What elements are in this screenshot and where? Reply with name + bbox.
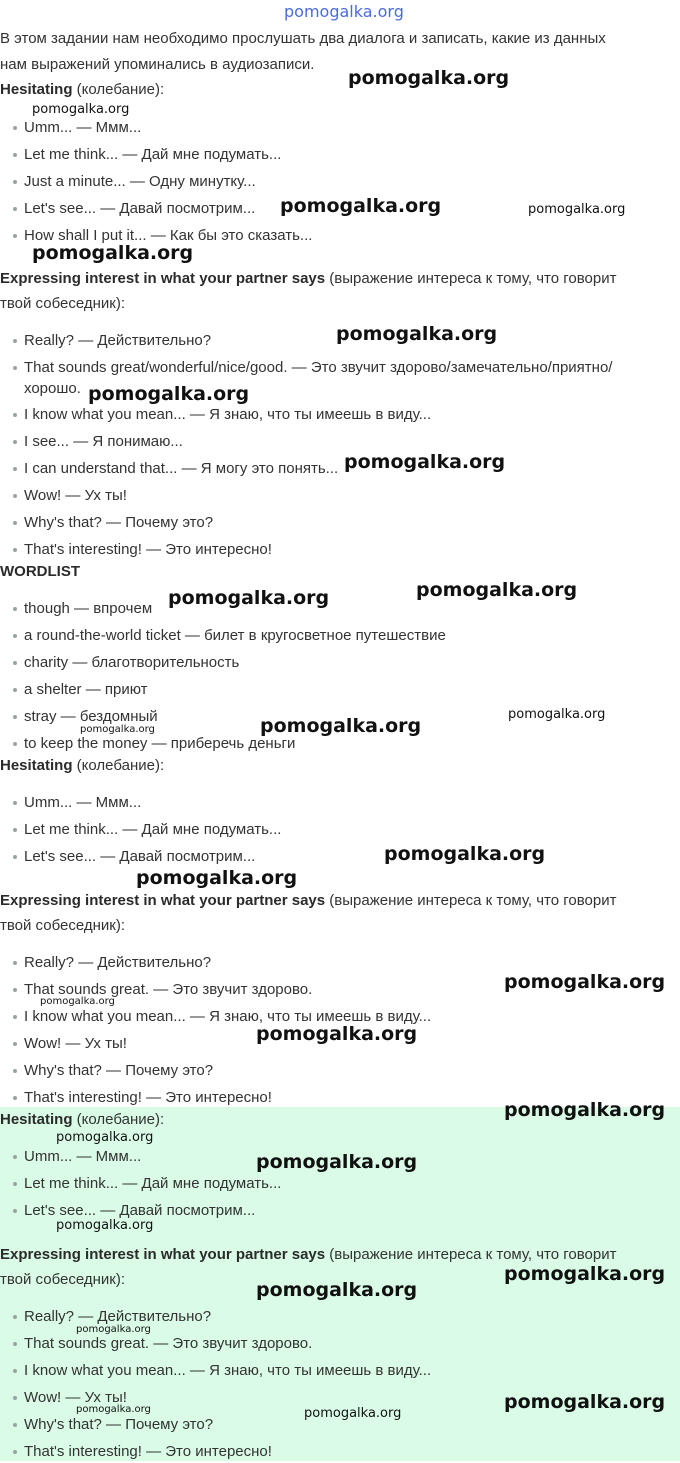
- bullet-icon: [13, 339, 17, 343]
- watermark: pomogalka.org: [504, 971, 666, 993]
- watermark: pomogalka.org: [528, 202, 626, 217]
- hesitating-note: (колебание):: [72, 1111, 165, 1128]
- watermark: pomogalka.org: [136, 867, 298, 889]
- wordlist-title: WORDLIST: [0, 563, 80, 580]
- hesitating-note: (колебание):: [72, 757, 165, 774]
- watermark: pomogalka.org: [56, 1130, 154, 1145]
- watermark: pomogalka.org: [384, 843, 546, 865]
- interest-heading: [0, 890, 617, 912]
- bullet-icon: [13, 126, 17, 130]
- watermark: pomogalka.org: [348, 67, 510, 89]
- bullet-icon: [13, 494, 17, 498]
- bullet-icon: [13, 715, 17, 719]
- bullet-icon: [13, 1342, 17, 1346]
- bullet-icon: [13, 742, 17, 746]
- bullet-icon: [13, 548, 17, 552]
- watermark: pomogalka.org: [280, 195, 442, 217]
- intro-line-1: В этом задании нам необходимо прослушать два диалога и записать, какие из данных: [0, 30, 606, 47]
- bullet-icon: [13, 413, 17, 417]
- interest-note: (выражение интереса к тому, что говорит: [325, 1246, 617, 1263]
- bullet-icon: [13, 1096, 17, 1100]
- watermark: pomogalka.org: [304, 1406, 402, 1421]
- watermark: pomogalka.org: [76, 1404, 151, 1415]
- watermark: pomogalka.org: [260, 715, 422, 737]
- bullet-icon: [13, 234, 17, 238]
- watermark: pomogalka.org: [504, 1391, 666, 1413]
- watermark: pomogalka.org: [80, 724, 155, 735]
- bullet-icon: [13, 1450, 17, 1454]
- interest-note: (выражение интереса к тому, что говорит: [325, 270, 617, 287]
- hesitating-title: Hesitating: [0, 1111, 73, 1128]
- hesitating-heading: [0, 1109, 164, 1131]
- bullet-icon: [13, 828, 17, 832]
- bullet-icon: [13, 1042, 17, 1046]
- bullet-icon: [13, 467, 17, 471]
- bullet-icon: [13, 801, 17, 805]
- bullet-icon: [13, 1315, 17, 1319]
- interest-note-2: твой собеседник):: [0, 917, 125, 934]
- watermark: pomogalka.org: [88, 383, 250, 405]
- watermark: pomogalka.org: [508, 707, 606, 722]
- bullet-icon: [13, 688, 17, 692]
- watermark: pomogalka.org: [40, 996, 115, 1007]
- site-link[interactable]: pomogalka.org: [284, 2, 404, 21]
- hesitating-heading: [0, 755, 164, 777]
- watermark: pomogalka.org: [256, 1151, 418, 1173]
- bullet-icon: [13, 180, 17, 184]
- watermark: pomogalka.org: [416, 579, 578, 601]
- interest-note-2: твой собеседник):: [0, 295, 125, 312]
- watermark: pomogalka.org: [256, 1279, 418, 1301]
- bullet-icon: [13, 1015, 17, 1019]
- bullet-icon: [13, 634, 17, 638]
- bullet-icon: [13, 1155, 17, 1159]
- bullet-icon: [13, 207, 17, 211]
- interest-title: Expressing interest in what your partner says: [0, 270, 326, 287]
- bullet-icon: [13, 1396, 17, 1400]
- bullet-icon: [13, 1209, 17, 1213]
- watermark: pomogalka.org: [336, 323, 498, 345]
- bullet-icon: [13, 988, 17, 992]
- watermark: pomogalka.org: [32, 242, 194, 264]
- interest-note: (выражение интереса к тому, что говорит: [325, 892, 617, 909]
- bullet-icon: [13, 961, 17, 965]
- bullet-icon: [13, 1069, 17, 1073]
- hesitating-note: (колебание):: [72, 81, 165, 98]
- bullet-icon: [13, 153, 17, 157]
- watermark: pomogalka.org: [504, 1263, 666, 1285]
- bullet-icon: [13, 661, 17, 665]
- interest-heading: [0, 268, 617, 290]
- watermark: pomogalka.org: [344, 451, 506, 473]
- hesitating-heading: [0, 79, 164, 101]
- interest-note-2: твой собеседник):: [0, 1271, 125, 1288]
- watermark: pomogalka.org: [56, 1218, 154, 1233]
- interest-title: Expressing interest in what your partner says: [0, 892, 326, 909]
- watermark: pomogalka.org: [76, 1324, 151, 1335]
- watermark: pomogalka.org: [256, 1023, 418, 1045]
- hesitating-title: Hesitating: [0, 81, 73, 98]
- bullet-icon: [13, 1423, 17, 1427]
- bullet-icon: [13, 607, 17, 611]
- bullet-icon: [13, 440, 17, 444]
- watermark: pomogalka.org: [504, 1099, 666, 1121]
- bullet-icon: [13, 1182, 17, 1186]
- list-item-continuation: хорошо.: [24, 380, 81, 397]
- interest-title: Expressing interest in what your partner says: [0, 1246, 326, 1263]
- bullet-icon: [13, 1369, 17, 1373]
- bullet-icon: [13, 521, 17, 525]
- intro-line-2: нам выражений упоминались в аудиозаписи.: [0, 56, 315, 73]
- watermark: pomogalka.org: [32, 102, 130, 117]
- bullet-icon: [13, 366, 17, 370]
- bullet-icon: [13, 855, 17, 859]
- watermark: pomogalka.org: [168, 587, 330, 609]
- hesitating-title: Hesitating: [0, 757, 73, 774]
